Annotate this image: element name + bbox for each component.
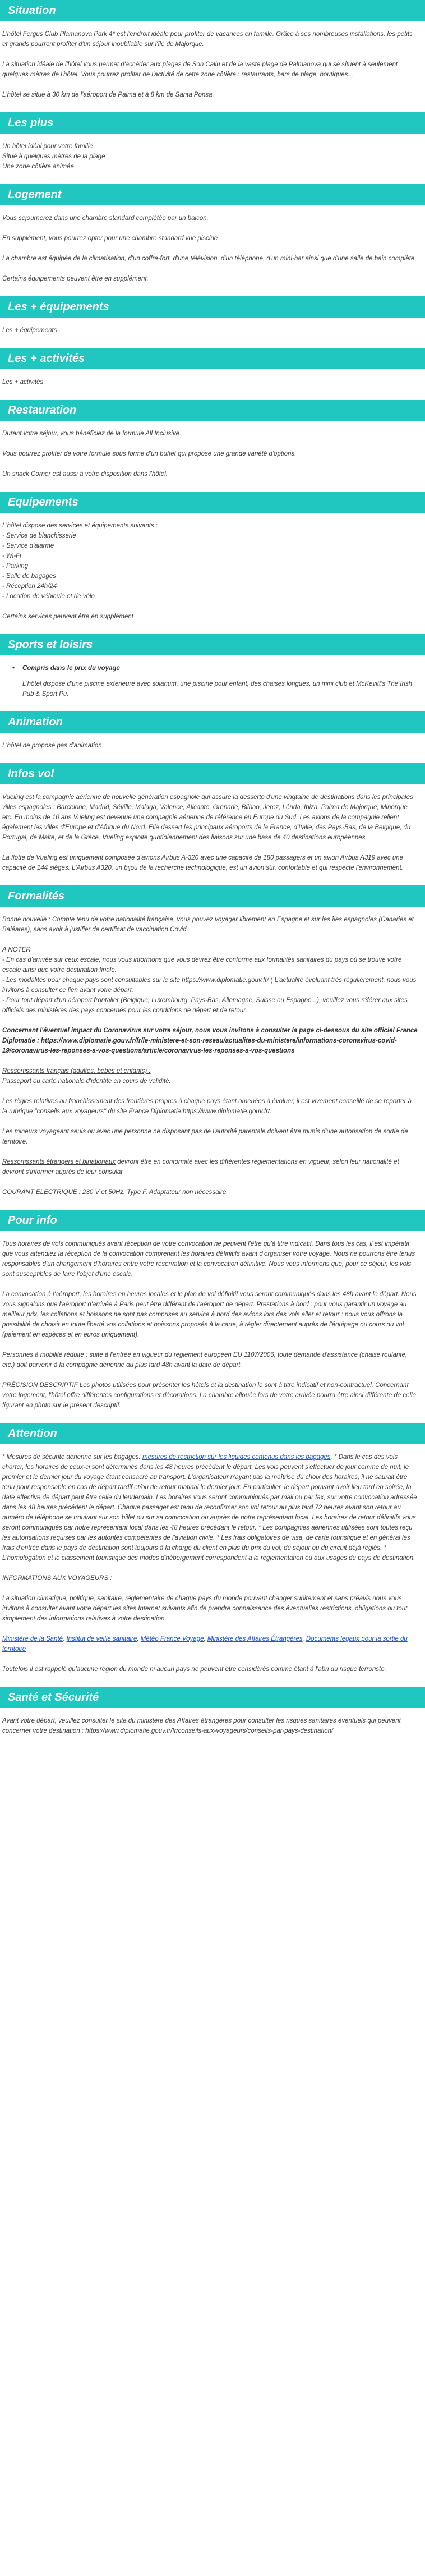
attention-rest: . * Dans le cas des vols charter, les horaires de ceux-ci sont déterminés dans les 48 heures précédent le départ. Les vols peuvent s'effectuer de jour comme de nuit, le premier et le dernier jour du voyage étant consacré au transport. L'organisateur n'ayant pas la maîtrise du choix des horaires, il ne saurait être tenu pour responsable en cas de départ tardif et/ou de retour matinal le dernier jour. En particulier, le départ pouvant avoir lieu tard en soirée, la date effective de départ peut être celle du lendemain. Les horaires vous seront communiqués par mail ou par fax, sur votre convocation adressée dans les 48 heures précédent le départ. Chaque passager est tenu de reconfirmer son vol retour au plus tard 72 heures avant son retour au numéro de téléphone se trouvant sur son billet ou sur sa convocation ou auprès de notre représentant local. Les horaires de retour définitifs vous seront communiqués par notre représentant local dans les 48 heures précédant le retour. * Les compagnies aériennes utilisées sont toutes reçu les autorisations requises par les autorités compétentes de l'aviation civile. * Les frais obligatoires de visa, de carte touristique et en général les frais d'entrée dans le pays de destination sont toujours à la charge du client en plus du prix du vol, du séjour ou du circuit déjà réglés. * L'homologation et le classement touristique des modes d'hébergement correspondent à la réglementation ou aux usages du pays de destination. xyxy=(2,1454,417,1562)
paragraph: Les mineurs voyageant seuls ou avec une personne ne disposant pas de l'autorité parentale doivent être munis d'une autorisation de sortie de territoire. xyxy=(2,1128,408,1145)
section-title-sports-loisirs: Sports et loisirs xyxy=(0,634,425,655)
a-noter-line: A NOTER xyxy=(2,947,31,953)
paragraph: COURANT ELECTRIQUE : 230 V et 50Hz. Type F. Adaptateur non nécessaire. xyxy=(2,1189,228,1196)
section-title-sante-securite: Santé et Sécurité xyxy=(0,1687,425,1708)
paragraph: Tous horaires de vols communiqués avant réception de votre convocation ne peuvent l'être qu'à titre indicatif. Dans tous les cas, il est impératif que vous attendiez la réception de la convocation comprenant les horaires définitifs avant d'organiser votre voyage. Nous ne pourrons être tenus responsables d'un changement d'horaires entre votre réservation et la convocation définitive. Nous vous informons que, pour ce séjour, les vols sont susceptibles de faire l'objet d'une escale. xyxy=(2,1241,415,1278)
sports-item-description: L'hôtel dispose d'une piscine extérieure avec solarium, une piscine pour enfant, des chaises longues, un mini club et McKevitt's The Irish Pub & Sport Pu. xyxy=(22,681,413,697)
section-title-pour-info: Pour info xyxy=(0,1210,425,1231)
a-noter-line: - En cas d'arrivée sur ceux escale, nous vous informons que vous devrez être conforme aux formalités sanitaires du pays où se trouve votre escale ainsi que votre destination finale. xyxy=(2,957,402,974)
attention-prefix: * Mesures de sécurité aérienne sur les bagages: xyxy=(2,1454,142,1461)
equipements-intro: L'hôtel dispose des services et équipements suivants : xyxy=(2,522,158,529)
paragraph: Certains services peuvent être en supplément xyxy=(2,613,133,620)
section-title-plus-equipements: Les + équipements xyxy=(0,296,425,318)
paragraph: Toutefois il est rappelé qu'aucune région du monde ni aucun pays ne peuvent être considérés comme étant à l'abri du risque terroriste. xyxy=(2,1666,386,1673)
equipement-item: - Wi-Fi xyxy=(2,553,21,559)
section-title-les-plus: Les plus xyxy=(0,112,425,134)
section-title-equipements: Equipements xyxy=(0,492,425,513)
equipement-item: - Salle de bagages xyxy=(2,573,56,580)
equipements-list xyxy=(2,521,418,601)
section-title-plus-activites: Les + activités xyxy=(0,348,425,369)
etrangers-title: Ressortissants étrangers et binationaux xyxy=(2,1159,116,1165)
link-meteo-france[interactable]: Météo France Voyage xyxy=(140,1636,204,1642)
liquids-restriction-link[interactable]: mesures de restriction sur les liquides contenus dans les bagages xyxy=(142,1454,331,1461)
paragraph: PRÉCISION DESCRIPTIF Les photos utilisées pour présenter les hôtels et la destination le sont à titre indicatif et non-contractuel. Concernant votre logement, l'hôtel offre différentes configurations et décorations. La chambre allouée lors de votre arrivée pourra être ainsi différente de celle figurant en photo sur le présent descriptif. xyxy=(2,1382,416,1409)
section-title-attention: Attention xyxy=(0,1423,425,1444)
coronavirus-notice: Concernant l'éventuel impact du Coronavirus sur votre séjour, nous vous invitons à consulter la page ci-dessous du site officiel France Diplomatie : https://www.diplomatie.gouv.fr/fr/le-ministere-et-son-reseau/actualites-du-ministere/informations-coronavirus-covid-19/coronavirus-les-reponses-a-vos-questions/article/coronavirus-les-reponses-a-vos-questions xyxy=(2,1027,418,1054)
equipement-item: - Réception 24h/24 xyxy=(2,583,57,590)
plus-item: Un hôtel idéal pour votre famille xyxy=(2,143,93,150)
paragraph: L'hôtel se situe à 30 km de l'aéroport de Palma et à 8 km de Santa Ponsa. xyxy=(2,91,214,98)
paragraph: INFORMATIONS AUX VOYAGEURS : xyxy=(2,1575,112,1582)
section-infos-vol xyxy=(0,763,425,873)
paragraph: Vueling est la compagnie aérienne de nouvelle génération espagnole qui assure la desserte d'une vingtaine de destinations dans les principales villes espagnoles : Barcelone, Madrid, Séville, Malaga, Valence, Alicante, Grenade, Bilbao, Jerez, Lérida, Ibiza, Palma de Majorque, Minorque etc. En moins de 10 ans Vueling est devenue une compagnie aérienne de référence en Europe du Sud. Les avions de la compagnie relient également les villes d'Europe et d'Afrique du Nord. Elle dessert les principaux aéroports de la France, d'Italie, des Pays-Bas, de la Belgique, du Portugal, de Malte, et de la Grèce. Vueling exploite quotidiennement des liaisons sur une base de 40 destinations européennes. xyxy=(2,794,413,841)
paragraph: L'hôtel Fergus Club Plamanova Park 4* est l'endroit idéale pour profiter de vacances en famille. Grâce à ses nombreuses installations, les petits et grands pourront profiter d'un séjour inoubliable sur l'île de Majorque. xyxy=(2,31,413,48)
equipement-item: - Location de véhicule et de vélo xyxy=(2,593,95,600)
ressortissants-text: Passeport ou carte nationale d'identité en cours de validité. xyxy=(2,1078,171,1085)
equipement-item: - Parking xyxy=(2,563,29,570)
link-affaires-etrangeres[interactable]: Ministère des Affaires Étrangères xyxy=(207,1636,303,1642)
section-title-situation: Situation xyxy=(0,0,425,21)
paragraph: Un snack Corner est aussi à votre disposition dans l'hôtel. xyxy=(2,471,168,477)
etrangers-text: devront être en conformité avec les différentes réglementations en vigueur, selon leur nationalité et devront s'informer auprès de leur consulat. xyxy=(2,1159,399,1175)
sports-item-title: • Compris dans le prix du voyage xyxy=(12,663,418,673)
ressortissants-title: Ressortissants français (adultes, bébés et enfants) : xyxy=(2,1068,151,1075)
paragraph: La situation idéale de l'hôtel vous permet d'accéder aux plages de Son Caliu et de la vaste plage de Palmanova qui se situent à seulement quelques mètres de l'hôtel. Vous pourrez profiter de l'activité de cette zone côtière : restaurants, bars de plage, boutiques... xyxy=(2,61,398,78)
paragraph: Vous séjournerez dans une chambre standard complétée par un balcon. xyxy=(2,215,209,222)
paragraph: La convocation à l'aéroport, les horaires en heures locales et le plan de vol définitif vous seront communiqués dans les 48h avant le départ. Nous vous signalons que l'aéroport d'arrivée à Paris peut être différent de l'aéroport de départ. Prestations à bord : pour vous garantir un voyage au meilleur prix, les collations et boissons ne sont pas comprises au service à bord des avions lors des vols aller et retour : nous vous offrons la possibilité de choisir en toute liberté vos collations et boissons proposés à la carte, à régler directement auprès de l'équipage ou cours du vol (paiement en espèces et en euros uniquement). xyxy=(2,1291,417,1338)
paragraph: Certains équipements peuvent être en supplément. xyxy=(2,275,149,282)
section-logement xyxy=(0,184,425,284)
section-sante-securite xyxy=(0,1687,425,1736)
section-equipements xyxy=(0,492,425,622)
section-title-formalites: Formalités xyxy=(0,885,425,907)
ressortissants-block xyxy=(2,1066,418,1086)
section-title-restauration: Restauration xyxy=(0,400,425,421)
section-title-animation: Animation xyxy=(0,711,425,733)
section-plus-activites xyxy=(0,348,425,387)
section-sports-loisirs xyxy=(0,634,425,699)
link-ministere-sante[interactable]: Ministère de la Santé xyxy=(2,1636,63,1642)
paragraph: Vous pourrez profiter de votre formule sous forme d'un buffet qui propose une grande variété d'options. xyxy=(2,451,297,457)
section-formalites xyxy=(0,885,425,1197)
link-documents-legaux[interactable]: Documents légaux pour la sortie du territoire xyxy=(2,1636,408,1652)
equipement-item: - Service d'alarme xyxy=(2,543,54,549)
paragraph: La situation climatique, politique, sanitaire, réglementaire de chaque pays du monde pouvant changer subitement et sans préavis nous vous invitons à consulter avant votre départ les sites Internet suivants afin de prendre connaissance des éventuelles restrictions, obligations ou tout simplement des informations relatives à votre destination. xyxy=(2,1595,408,1622)
plus-item: Une zone côtière animée xyxy=(2,163,74,170)
etrangers-block xyxy=(2,1157,418,1177)
section-restauration xyxy=(0,400,425,479)
section-plus-equipements xyxy=(0,296,425,336)
paragraph: La flotte de Vueling est uniquement composée d'avions Airbus A-320 avec une capacité de 180 passagers et un avion Airbus A319 avec une capacité de 144 sièges. L'Airbus A320, un bijou de la recherche technologique, est un avion sûr, confortable et qui respecte l'environnement. xyxy=(2,855,404,871)
equipement-item: - Service de blanchisserie xyxy=(2,532,76,539)
paragraph: Avant votre départ, veuillez consulter le site du ministère des Affaires étrangères pour consulter les risques sanitaires éventuels qui peuvent concerner votre destination : https://www.diplomatie.gouv.fr/fr/conseils-aux-voyageurs/conseils-par-pays-destination/ xyxy=(2,1718,401,1734)
section-animation xyxy=(0,711,425,751)
plus-list xyxy=(2,141,418,172)
link-veille-sanitaire[interactable]: Institut de veille sanitaire xyxy=(66,1636,137,1642)
a-noter-line: - Les modalités pour chaque pays sont consultables sur le site https://www.diplomatie.gouv.fr/ ( L'actualité évoluant très régulièrement, nous vous invitons à consulter ce lien avant votre départ. xyxy=(2,977,417,994)
attention-paragraph xyxy=(2,1452,418,1563)
a-noter-block xyxy=(2,945,418,1016)
paragraph: Les + équipements xyxy=(2,327,57,334)
paragraph: Bonne nouvelle : Compte tenu de votre nationalité française, vous pouvez voyager librement en Espagne et sur les îles espagnoles (Canaries et Baléares), sans avoir à justifier de certificat de vaccination Covid. xyxy=(2,916,414,933)
a-noter-line: - Pour tout départ d'un aéroport frontalier (Belgique, Luxembourg, Pays-Bas, Allemagne, Suisse ou Espagne...), veuillez vous référer aux sites officiels des ministères des pays concernés pour les conditions de départ et de retour. xyxy=(2,997,408,1014)
plus-item: Situé à quelques mètres de la plage xyxy=(2,153,105,160)
paragraph: Les règles relatives au franchissement des frontières propres à chaque pays étant amenées à évoluer, il est vivement conseillé de se reporter à la rubrique "conseils aux voyageurs" du site France Diplomatie:https://www.diplomatie.gouv.fr/. xyxy=(2,1098,412,1115)
paragraph: Durant votre séjour, vous bénéficiez de la formule All Inclusive. xyxy=(2,430,182,437)
section-les-plus xyxy=(0,112,425,172)
paragraph: La chambre est équipée de la climatisation, d'un coffre-fort, d'une télévision, d'un téléphone, d'un mini-bar ainsi que d'une salle de bain complète. xyxy=(2,255,417,262)
paragraph: Les + activités xyxy=(2,379,44,385)
paragraph: L'hôtel ne propose pas d'animation. xyxy=(2,742,104,749)
paragraph: En supplément, vous pourrez opter pour une chambre standard vue piscine xyxy=(2,235,218,242)
section-title-infos-vol: Infos vol xyxy=(0,763,425,784)
section-situation xyxy=(0,0,425,100)
section-title-logement: Logement xyxy=(0,184,425,205)
section-pour-info xyxy=(0,1210,425,1411)
section-attention xyxy=(0,1423,425,1674)
links-list: Ministère de la Santé, Institut de veille sanitaire, Météo France Voyage, Ministère des Affaires Étrangères, Documents légaux pour la sortie du territoire xyxy=(2,1636,408,1652)
paragraph: Personnes à mobilité réduite : suite à l'entrée en vigueur du règlement européen EU 1107/2006, toute demande d'assistance (chaise roulante, etc.) doit parvenir à la compagnie aérienne au plus tard 48h avant la date de départ. xyxy=(2,1352,408,1369)
